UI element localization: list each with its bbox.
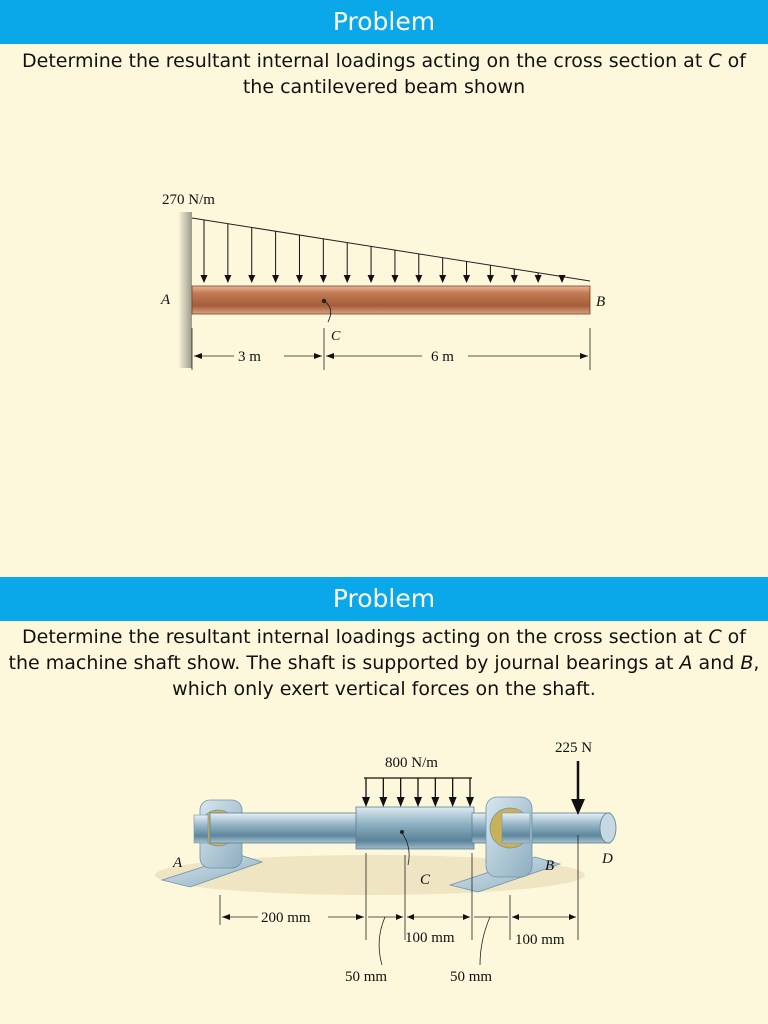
point-c-label: C	[420, 872, 431, 888]
load-arrow-head	[449, 797, 457, 807]
load-arrow-head	[439, 275, 446, 283]
dimension-3m: 3 m	[238, 349, 261, 365]
machine-shaft-figure	[150, 725, 650, 995]
statement-segment: A	[679, 652, 693, 674]
problem-2-statement	[6, 624, 762, 702]
load-arrow-head	[224, 275, 231, 283]
problem-2-title: Problem	[332, 584, 436, 613]
load-arrow-head	[559, 275, 566, 283]
load-arrow-head	[535, 275, 542, 283]
load-intensity-label: 270 N/m	[162, 192, 215, 208]
statement-segment: and	[692, 652, 741, 674]
statement-segment: C	[708, 50, 722, 72]
load-arrow-head	[391, 275, 398, 283]
load-arrow-head	[296, 275, 303, 283]
load-arrow-head	[431, 797, 439, 807]
load-arrow-head	[379, 797, 387, 807]
statement-segment: B	[740, 652, 754, 674]
dimension-6m: 6 m	[431, 349, 454, 365]
problem-1-title: Problem	[332, 7, 436, 36]
load-arrow-head	[511, 275, 518, 283]
statement-segment: Determine the resultant internal loadings acting on the cross section at	[22, 626, 709, 648]
shaft-center-section	[356, 807, 474, 849]
load-arrow-head	[368, 275, 375, 283]
statement-segment: Determine the resultant internal loadings acting on the cross section at	[22, 50, 709, 72]
point-d-label: D	[602, 851, 613, 867]
cantilever-beam-figure	[150, 180, 620, 380]
dimension-100mm-left: 100 mm	[405, 930, 455, 946]
point-b-label: B	[545, 858, 555, 874]
load-arrow-head	[415, 275, 422, 283]
statement-segment: of the cantilevered beam shown	[242, 50, 746, 98]
problem-1-statement	[6, 48, 762, 100]
statement-segment: C	[708, 626, 722, 648]
problem-2-banner	[0, 577, 768, 621]
load-arrow-head	[272, 275, 279, 283]
distributed-load-label: 800 N/m	[385, 755, 438, 771]
point-c-label: C	[331, 329, 341, 344]
dimension-100mm-right: 100 mm	[515, 932, 565, 948]
fixed-support-wall	[178, 212, 192, 368]
distributed-load-arrows	[201, 220, 566, 283]
load-arrow-head	[397, 797, 405, 807]
point-a-label: A	[161, 292, 171, 308]
shaft-end-d	[600, 813, 616, 843]
dimension-200mm: 200 mm	[261, 910, 311, 926]
statement-segment: of the machine shaft show. The shaft is supported by journal bearings at	[8, 626, 746, 674]
point-b-label: B	[596, 294, 606, 310]
dimension-50mm-left: 50 mm	[345, 969, 388, 985]
load-arrow-head	[414, 797, 422, 807]
load-arrow-head	[466, 797, 474, 807]
point-a-label: A	[173, 855, 183, 871]
force-225n-label: 225 N	[555, 740, 593, 756]
load-arrow-head	[463, 275, 470, 283]
problem-1-banner	[0, 0, 768, 44]
load-arrow-head	[320, 275, 327, 283]
load-arrow-head	[362, 797, 370, 807]
dimension-50mm-right: 50 mm	[450, 969, 493, 985]
load-arrow-head	[344, 275, 351, 283]
load-arrow-head	[201, 275, 208, 283]
load-arrow-head	[487, 275, 494, 283]
distributed-load-arrows	[362, 778, 474, 807]
shaft-left-section	[210, 813, 360, 843]
load-arrow-head	[248, 275, 255, 283]
beam	[192, 286, 590, 314]
statement-segment: , which only exert vertical forces on the shaft.	[172, 652, 760, 700]
